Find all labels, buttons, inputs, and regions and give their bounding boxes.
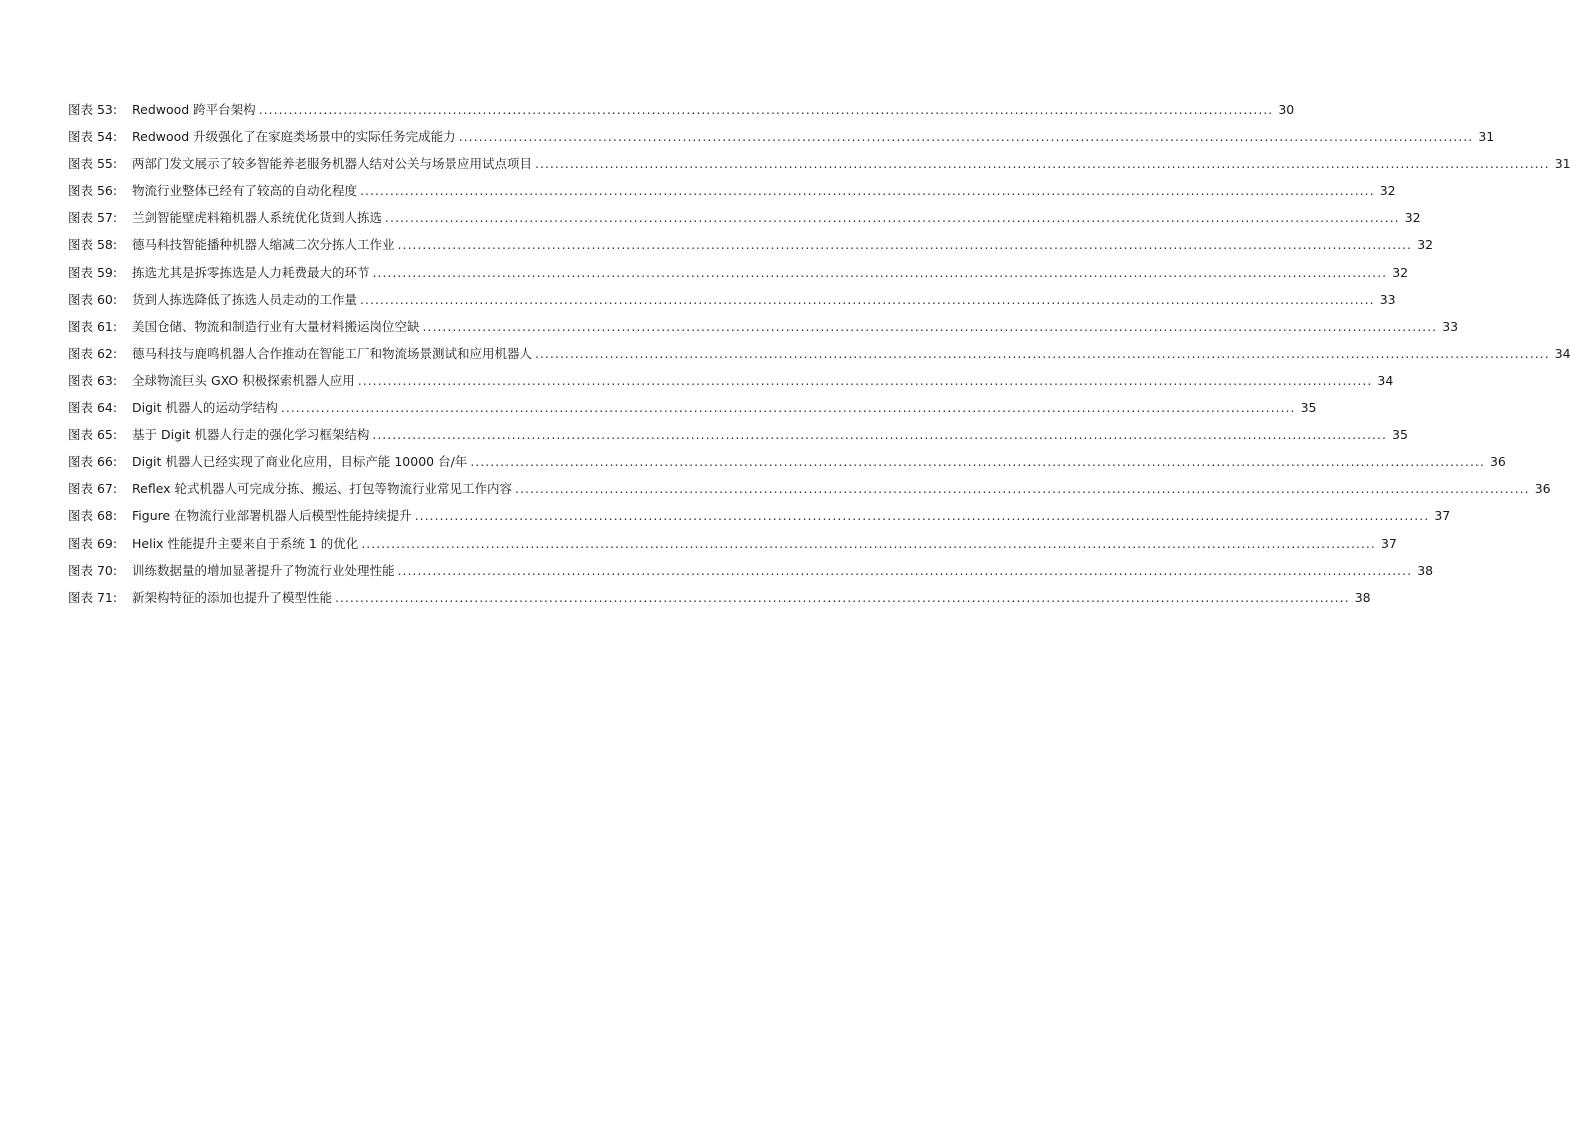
toc-entry-title[interactable]: 基于 Digit 机器人行走的强化学习框架结构 (132, 427, 370, 443)
toc-entry-label: 图表 54: (68, 129, 118, 145)
toc-entry-page[interactable]: 37 (1434, 508, 1451, 524)
toc-entry[interactable] (68, 235, 1434, 262)
toc-entry-label: 图表 53: (68, 102, 118, 117)
toc-dot-leader (385, 208, 1400, 228)
toc-entry-page[interactable]: 38 (1417, 562, 1434, 578)
toc-dot-leader (360, 290, 1375, 310)
toc-entry[interactable] (68, 425, 1408, 452)
toc-entry-label: 图表 59: (68, 264, 118, 280)
toc-entry-label: 图表 60: (68, 291, 118, 307)
toc-entry[interactable] (68, 371, 1394, 398)
toc-entry-page[interactable]: 37 (1380, 535, 1397, 551)
toc-entry-label: 图表 71: (68, 589, 118, 605)
toc-entry[interactable] (68, 452, 1506, 479)
toc-entry-page[interactable]: 35 (1392, 427, 1408, 443)
toc-entry-page[interactable]: 32 (1379, 183, 1396, 199)
toc-entry[interactable] (68, 561, 1434, 588)
toc-entry-title[interactable]: 物流行业整体已经有了较高的自动化程度 (132, 183, 358, 199)
toc-dot-leader (373, 263, 1388, 283)
toc-entry[interactable] (68, 398, 1317, 425)
toc-entry-page[interactable]: 31 (1554, 156, 1571, 172)
toc-dot-leader (398, 561, 1413, 581)
toc-entry-title[interactable]: Reflex 轮式机器人可完成分拣、搬运、打包等物流行业常见工作内容 (132, 481, 513, 497)
toc-entry-label: 图表 61: (68, 318, 118, 334)
toc-entry[interactable] (68, 344, 1571, 371)
toc-dot-leader (535, 344, 1550, 364)
toc-entry-label: 图表 70: (68, 562, 118, 578)
toc-dot-leader (360, 181, 1375, 201)
toc-dot-leader (398, 235, 1413, 255)
toc-entry-page[interactable]: 36 (1534, 481, 1551, 497)
toc-entry-label: 图表 68: (68, 508, 118, 524)
toc-entry-title[interactable]: Redwood 跨平台架构 (132, 102, 256, 117)
toc-dot-leader (423, 317, 1438, 337)
toc-entry-label: 图表 66: (68, 454, 118, 470)
toc-entry[interactable] (68, 479, 1551, 506)
toc-entry-page[interactable]: 38 (1354, 589, 1371, 605)
toc-entry-page[interactable]: 30 (1278, 102, 1295, 117)
toc-entry-title[interactable]: Helix 性能提升主要来自于系统 1 的优化 (132, 535, 359, 551)
toc-entry-label: 图表 63: (68, 372, 118, 388)
toc-entry-title[interactable]: 美国仓储、物流和制造行业有大量材料搬运岗位空缺 (132, 318, 420, 334)
toc-dot-leader (515, 479, 1530, 499)
toc-entry-page[interactable]: 32 (1404, 210, 1421, 226)
toc-entry-page[interactable]: 35 (1300, 400, 1317, 416)
toc-entry-title[interactable]: 德马科技智能播种机器人缩减二次分拣人工作业 (132, 237, 395, 253)
toc-dot-leader (535, 154, 1550, 174)
toc-entry-label: 图表 64: (68, 400, 118, 416)
toc-entry-title[interactable]: Redwood 升级强化了在家庭类场景中的实际任务完成能力 (132, 129, 456, 145)
table-of-figures (68, 100, 1571, 615)
toc-entry[interactable] (68, 208, 1421, 235)
toc-dot-leader (459, 127, 1474, 147)
toc-entry-label: 图表 55: (68, 156, 118, 172)
toc-entry-page[interactable]: 34 (1377, 372, 1394, 388)
toc-entry[interactable] (68, 290, 1396, 317)
toc-entry-title[interactable]: 两部门发文展示了较多智能养老服务机器人结对公关与场景应用试点项目 (132, 156, 533, 172)
toc-entry-page[interactable]: 32 (1392, 264, 1409, 280)
toc-entry-page[interactable]: 36 (1489, 454, 1506, 470)
toc-entry[interactable] (68, 127, 1495, 154)
toc-entry-label: 图表 62: (68, 345, 118, 361)
toc-dot-leader (415, 506, 1430, 526)
toc-entry-title[interactable]: 训练数据量的增加显著提升了物流行业处理性能 (132, 562, 395, 578)
toc-entry-page[interactable]: 33 (1442, 318, 1459, 334)
toc-entry-page[interactable]: 33 (1379, 291, 1396, 307)
toc-entry-title[interactable]: 全球物流巨头 GXO 积极探索机器人应用 (132, 372, 355, 388)
toc-entry[interactable] (68, 100, 1295, 127)
toc-dot-leader (259, 100, 1274, 120)
toc-entry-label: 图表 65: (68, 427, 118, 443)
toc-dot-leader (470, 452, 1485, 472)
toc-entry-page[interactable]: 32 (1417, 237, 1434, 253)
toc-dot-leader (335, 588, 1350, 608)
toc-entry[interactable] (68, 506, 1451, 533)
toc-entry-page[interactable]: 34 (1554, 345, 1571, 361)
toc-entry[interactable] (68, 263, 1409, 290)
toc-dot-leader (372, 425, 1387, 445)
toc-entry[interactable] (68, 154, 1571, 181)
toc-entry-title[interactable]: 拣选尤其是拆零拣选是人力耗费最大的环节 (132, 264, 370, 280)
toc-entry[interactable] (68, 588, 1371, 615)
toc-entry-label: 图表 58: (68, 237, 118, 253)
toc-entry-label: 图表 57: (68, 210, 118, 226)
toc-entry-page[interactable]: 31 (1478, 129, 1495, 145)
toc-entry-label: 图表 67: (68, 481, 118, 497)
toc-entry-title[interactable]: Figure 在物流行业部署机器人后模型性能持续提升 (132, 508, 412, 524)
toc-entry-title[interactable]: Digit 机器人已经实现了商业化应用，目标产能 10000 台/年 (132, 454, 468, 470)
toc-entry-title[interactable]: 货到人拣选降低了拣选人员走动的工作量 (132, 291, 358, 307)
toc-dot-leader (361, 534, 1376, 554)
toc-dot-leader (358, 371, 1373, 391)
toc-entry-title[interactable]: 新架构特征的添加也提升了模型性能 (132, 589, 333, 605)
toc-entry-label: 图表 69: (68, 535, 118, 551)
toc-dot-leader (281, 398, 1296, 418)
toc-entry-title[interactable]: 德马科技与鹿鸣机器人合作推动在智能工厂和物流场景测试和应用机器人 (132, 345, 533, 361)
toc-entry[interactable] (68, 317, 1459, 344)
toc-entry-label: 图表 56: (68, 183, 118, 199)
toc-entry[interactable] (68, 534, 1397, 561)
toc-entry-title[interactable]: Digit 机器人的运动学结构 (132, 400, 278, 416)
toc-entry[interactable] (68, 181, 1396, 208)
toc-entry-title[interactable]: 兰剑智能壁虎料箱机器人系统优化货到人拣选 (132, 210, 383, 226)
